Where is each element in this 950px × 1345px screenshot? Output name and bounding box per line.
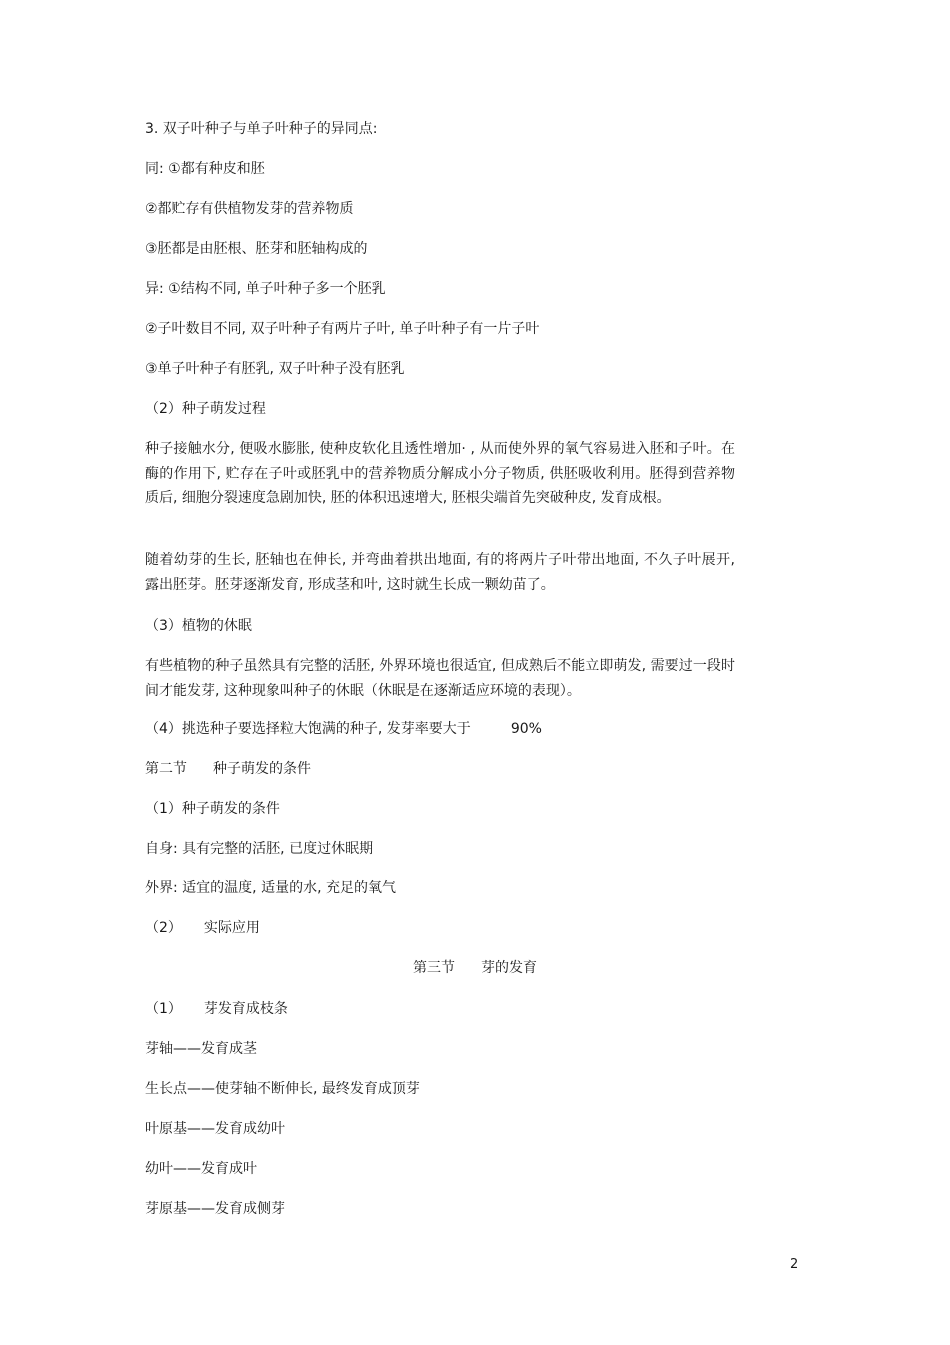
- text-line: 同: ①都有种皮和胚: [145, 161, 265, 177]
- item-text: 芽发育成枝条: [203, 1001, 288, 1017]
- section-title: [145, 761, 311, 777]
- section-name: 芽的发育: [481, 960, 537, 976]
- text-line: 自身: 具有完整的活胚, 已度过休眠期: [145, 841, 374, 857]
- item-number: （2）: [145, 920, 182, 936]
- subsection-heading: （1）种子萌发的条件: [145, 801, 280, 817]
- subsection-heading: [145, 1001, 288, 1017]
- subsection-heading: （3）植物的休眠: [145, 618, 252, 634]
- text-line: ②子叶数目不同, 双子叶种子有两片子叶, 单子叶种子有一片子叶: [145, 321, 540, 337]
- text-segment: （4）挑选种子要选择粒大饱满的种子, 发芽率要大于: [145, 721, 471, 737]
- text-line: 芽轴——发育成茎: [145, 1041, 257, 1057]
- text-line: 幼叶——发育成叶: [145, 1161, 257, 1177]
- paragraph: 随着幼芽的生长, 胚轴也在伸长, 并弯曲着拱出地面, 有的将两片子叶带出地面, 不久子叶展开, 露出胚芽。胚芽逐渐发育, 形成茎和叶, 这时就生长成一颗幼苗了。: [145, 552, 735, 593]
- item-number: （1）: [145, 1001, 182, 1017]
- text-line: 叶原基——发育成幼叶: [145, 1121, 285, 1137]
- section-name: 种子萌发的条件: [213, 761, 311, 777]
- section-number: 第三节: [413, 960, 455, 976]
- item-text: 实际应用: [203, 920, 260, 936]
- section-title: [0, 960, 950, 976]
- text-line: 外界: 适宜的温度, 适量的水, 充足的氧气: [145, 880, 396, 896]
- section-heading: 3. 双子叶种子与单子叶种子的异同点:: [145, 121, 378, 137]
- text-line: ②都贮存有供植物发芽的营养物质: [145, 201, 354, 217]
- text-line: 生长点——使芽轴不断伸长, 最终发育成顶芽: [145, 1081, 420, 1097]
- subsection-heading: [145, 920, 260, 936]
- subsection-heading: （2）种子萌发过程: [145, 401, 266, 417]
- text-line: [145, 721, 542, 737]
- percentage-value: 90%: [510, 721, 542, 737]
- paragraph: 种子接触水分, 便吸水膨胀, 使种皮软化且透性增加· , 从而使外界的氧气容易进入胚和子叶。在酶的作用下, 贮存在子叶或胚乳中的营养物质分解成小分子物质, 供胚吸收利用。胚得到营养物质后, 细胞分裂速度急剧加快, 胚的体积迅速增大, 胚根尖端首先突破种皮, 发育成根。: [145, 441, 735, 506]
- text-line: 异: ①结构不同, 单子叶种子多一个胚乳: [145, 281, 386, 297]
- text-line: 芽原基——发育成侧芽: [145, 1201, 285, 1217]
- section-number: 第二节: [145, 761, 187, 777]
- text-line: ③单子叶种子有胚乳, 双子叶种子没有胚乳: [145, 361, 405, 377]
- paragraph: 有些植物的种子虽然具有完整的活胚, 外界环境也很适宜, 但成熟后不能立即萌发, 需要过一段时间才能发芽, 这种现象叫种子的休眠（休眠是在逐渐适应环境的表现）。: [145, 658, 735, 699]
- page-number: 2: [790, 1257, 799, 1272]
- text-line: ③胚都是由胚根、胚芽和胚轴构成的: [145, 241, 368, 257]
